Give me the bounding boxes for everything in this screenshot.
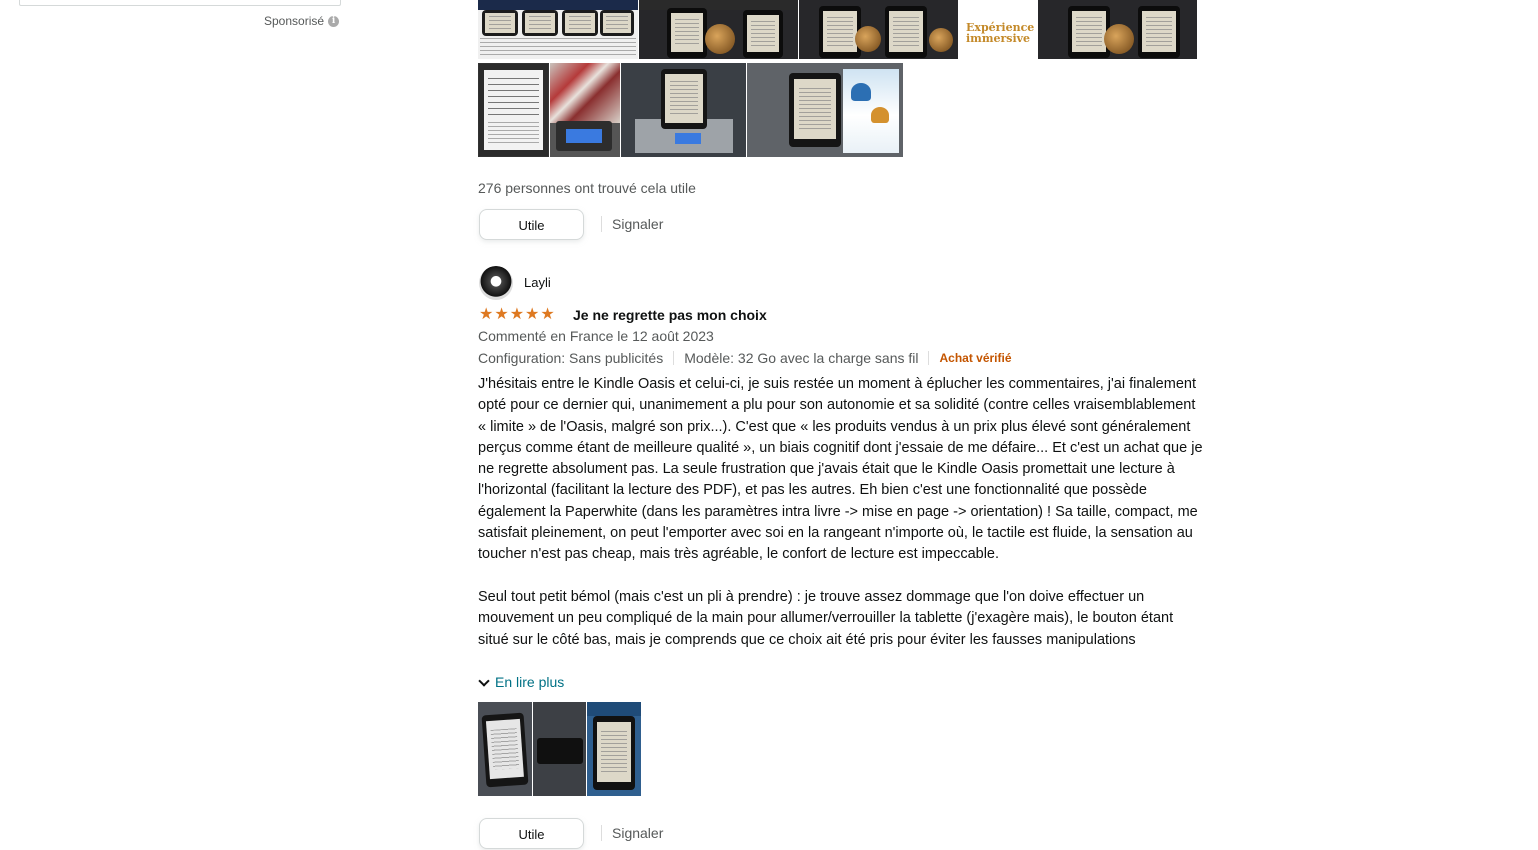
star-icon: ★ [494, 306, 509, 323]
star-icon: ★ [540, 306, 555, 323]
sponsored-label[interactable]: Sponsorisé i [264, 14, 339, 28]
review-image-3[interactable] [799, 0, 958, 59]
divider [928, 351, 929, 365]
review-image-11[interactable] [533, 702, 586, 796]
avatar[interactable] [479, 266, 513, 300]
review-image-4[interactable] [958, 0, 1037, 59]
report-link[interactable]: Signaler [601, 825, 663, 841]
review-image-9[interactable] [747, 63, 903, 157]
info-icon[interactable]: i [328, 16, 339, 27]
report-link[interactable]: Signaler [601, 216, 663, 232]
image-caption: Expérience immersive [966, 21, 1035, 45]
review-format [478, 350, 1012, 366]
review-body [478, 374, 1206, 670]
divider [673, 351, 674, 365]
star-icon: ★ [525, 306, 540, 323]
helpful-count: 276 personnes ont trouvé cela utile [478, 180, 696, 196]
helpful-button[interactable]: Utile [479, 209, 584, 240]
star-icon: ★ [479, 306, 494, 323]
text-fade-overlay [478, 650, 1206, 672]
read-more-link[interactable]: En lire plus [478, 674, 564, 690]
review-image-1[interactable] [478, 0, 638, 59]
verified-purchase-badge: Achat vérifié [939, 351, 1012, 365]
review-image-8[interactable] [621, 63, 746, 157]
review-paragraph: J'hésitais entre le Kindle Oasis et celui-ci, je suis restée un moment à éplucher les commentaires, j'ai finalement opté pour ce dernier qui, unanimement a plu pour son autonomie et sa solidité (contre celles vraisemblablement « limite » de l'Oasis, malgré son prix...). C'est que « les produits vendus à un prix plus élevé sont généralement perçus comme étant de meilleure qualité », un biais cognitif dont j'essaie de me défaire... Et c'est un achat que je ne regrette absolument pas. La seule frustration que j'avais était que le Kindle Oasis promettait une lecture à l'horizontal (facilitant la lecture des PDF), et pas les autres. Eh bien c'est une fonctionnalité que possède également la Paperwhite (dans les paramètres intra livre -> mise en page -> orientation) ! Sa taille, compact, me satisfait pleinement, on peut l'emporter avec soi en la rangeant n'importe où, le tactile est fluide, la sensation au toucher n'est pas cheap, mais très agréable, le confort de lecture est impeccable. [478, 376, 1203, 563]
review-image-7[interactable] [550, 63, 620, 157]
review-paragraph: Seul tout petit bémol (mais c'est un pli à prendre) : je trouve assez dommage que l'on doive effectuer un mouvement un peu compliqué de la main pour allumer/verrouiller la tablette (j'exagère mais), le bouton étant situé sur le côté bas, mais je comprends que ce choix ait été pris pour éviter les fausses manipulations [478, 588, 1174, 648]
helpful-button[interactable]: Utile [479, 818, 584, 849]
review-image-2[interactable] [639, 0, 798, 59]
sponsored-ad-box[interactable] [19, 0, 341, 6]
review-image-6[interactable] [478, 63, 549, 157]
review-image-12[interactable] [587, 702, 641, 796]
review-image-5[interactable] [1038, 0, 1197, 59]
model-value[interactable]: Modèle: 32 Go avec la charge sans fil [684, 350, 919, 366]
star-icon: ★ [509, 306, 525, 323]
star-rating[interactable] [479, 307, 555, 323]
chevron-down-icon [478, 675, 489, 686]
review-title[interactable]: Je ne regrette pas mon choix [573, 307, 767, 323]
reviewer-name[interactable]: Layli [524, 275, 551, 290]
review-date: Commenté en France le 12 août 2023 [478, 328, 714, 344]
review-image-10[interactable] [478, 702, 532, 796]
config-value[interactable]: Configuration: Sans publicités [478, 350, 664, 366]
